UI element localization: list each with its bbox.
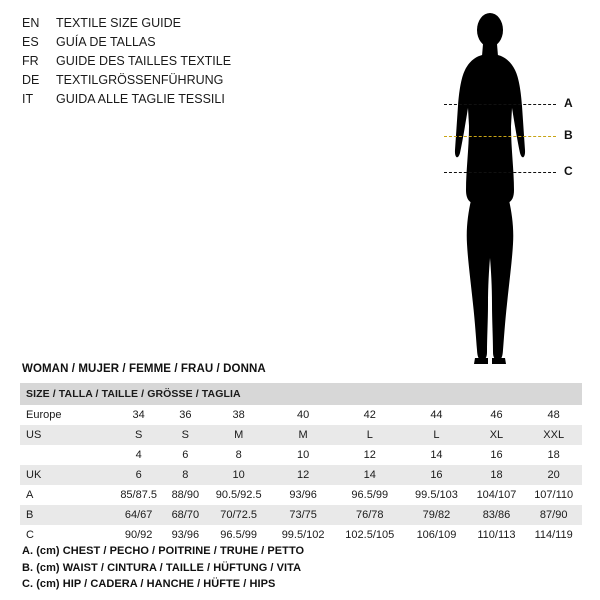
cell: 114/119 <box>525 525 582 545</box>
cell: 93/96 <box>272 485 334 505</box>
measure-label-c: C <box>564 164 573 178</box>
cell: 46 <box>468 405 526 425</box>
cell: 107/110 <box>525 485 582 505</box>
cell: 83/86 <box>468 505 526 525</box>
cell: 85/87.5 <box>112 485 165 505</box>
note-waist: B. (cm) WAIST / CINTURA / TAILLE / HÜFTUNG / VITA <box>22 561 302 574</box>
cell: 48 <box>525 405 582 425</box>
cell: 87/90 <box>525 505 582 525</box>
cell: 90/92 <box>112 525 165 545</box>
cell: 10 <box>205 465 272 485</box>
cell: 88/90 <box>165 485 205 505</box>
row-label: B <box>20 505 112 525</box>
language-title: TEXTILE SIZE GUIDE <box>56 16 182 30</box>
language-title: TEXTILGRÖSSENFÜHRUNG <box>56 73 224 87</box>
measure-label-a: A <box>564 96 573 110</box>
cell: 34 <box>112 405 165 425</box>
measurement-notes <box>22 543 542 593</box>
cell: 18 <box>525 445 582 465</box>
cell: 16 <box>468 445 526 465</box>
language-row-es <box>22 35 312 54</box>
language-code: FR <box>22 54 39 68</box>
cell: 64/67 <box>112 505 165 525</box>
language-row-it <box>22 92 312 111</box>
body-figure-diagram <box>400 8 590 368</box>
cell: 70/72.5 <box>205 505 272 525</box>
measure-label-b: B <box>564 128 573 142</box>
table-row <box>20 485 582 505</box>
measure-line-c <box>444 172 556 173</box>
row-label: Europe <box>20 405 112 425</box>
language-code: DE <box>22 73 40 87</box>
woman-silhouette-icon <box>430 8 550 368</box>
table-row <box>20 465 582 485</box>
cell: 14 <box>334 465 405 485</box>
cell: S <box>112 425 165 445</box>
language-row-en <box>22 16 312 35</box>
cell: 99.5/102 <box>272 525 334 545</box>
cell: 79/82 <box>405 505 467 525</box>
cell: 42 <box>334 405 405 425</box>
language-title: GUIDA ALLE TAGLIE TESSILI <box>56 92 225 106</box>
cell: 102.5/105 <box>334 525 405 545</box>
cell: 10 <box>272 445 334 465</box>
cell: 73/75 <box>272 505 334 525</box>
cell: 8 <box>205 445 272 465</box>
cell: S <box>165 425 205 445</box>
language-row-fr <box>22 54 312 73</box>
language-title: GUÍA DE TALLAS <box>56 35 156 49</box>
cell: 93/96 <box>165 525 205 545</box>
table-row <box>20 505 582 525</box>
cell: 106/109 <box>405 525 467 545</box>
cell: 12 <box>334 445 405 465</box>
cell: 6 <box>165 445 205 465</box>
language-title: GUIDE DES TAILLES TEXTILE <box>56 54 232 68</box>
cell: 68/70 <box>165 505 205 525</box>
cell: 12 <box>272 465 334 485</box>
table-section-title: WOMAN / MUJER / FEMME / FRAU / DONNA <box>22 363 266 375</box>
cell: L <box>334 425 405 445</box>
row-label: US <box>20 425 112 445</box>
language-row-de <box>22 73 312 92</box>
cell: 36 <box>165 405 205 425</box>
language-code: IT <box>22 92 34 106</box>
cell: 20 <box>525 465 582 485</box>
row-label: C <box>20 525 112 545</box>
cell: 44 <box>405 405 467 425</box>
cell: XL <box>468 425 526 445</box>
cell: 6 <box>112 465 165 485</box>
row-label: A <box>20 485 112 505</box>
cell: 40 <box>272 405 334 425</box>
cell: M <box>205 425 272 445</box>
note-chest: A. (cm) CHEST / PECHO / POITRINE / TRUHE / PETTO <box>22 545 305 557</box>
table-row <box>20 445 582 465</box>
cell: 90.5/92.5 <box>205 485 272 505</box>
table-header-label: SIZE / TALLA / TAILLE / GRÖSSE / TAGLIA <box>20 383 582 405</box>
measure-line-b <box>444 136 556 137</box>
row-label <box>20 445 112 465</box>
language-code: ES <box>22 35 39 49</box>
cell: 8 <box>165 465 205 485</box>
language-code: EN <box>22 16 40 30</box>
cell: 38 <box>205 405 272 425</box>
cell: 16 <box>405 465 467 485</box>
cell: 18 <box>468 465 526 485</box>
cell: 76/78 <box>334 505 405 525</box>
cell: 96.5/99 <box>334 485 405 505</box>
language-title-list <box>22 16 312 111</box>
note-hip: C. (cm) HIP / CADERA / HANCHE / HÜFTE / HIPS <box>22 578 276 590</box>
cell: XXL <box>525 425 582 445</box>
cell: 104/107 <box>468 485 526 505</box>
cell: L <box>405 425 467 445</box>
cell: 99.5/103 <box>405 485 467 505</box>
table-header-row <box>20 383 582 405</box>
cell: 4 <box>112 445 165 465</box>
cell: 110/113 <box>468 525 526 545</box>
cell: 14 <box>405 445 467 465</box>
measure-line-a <box>444 104 556 105</box>
size-table <box>20 383 582 545</box>
cell: 96.5/99 <box>205 525 272 545</box>
table-row <box>20 405 582 425</box>
table-row <box>20 525 582 545</box>
table-row <box>20 425 582 445</box>
cell: M <box>272 425 334 445</box>
row-label: UK <box>20 465 112 485</box>
